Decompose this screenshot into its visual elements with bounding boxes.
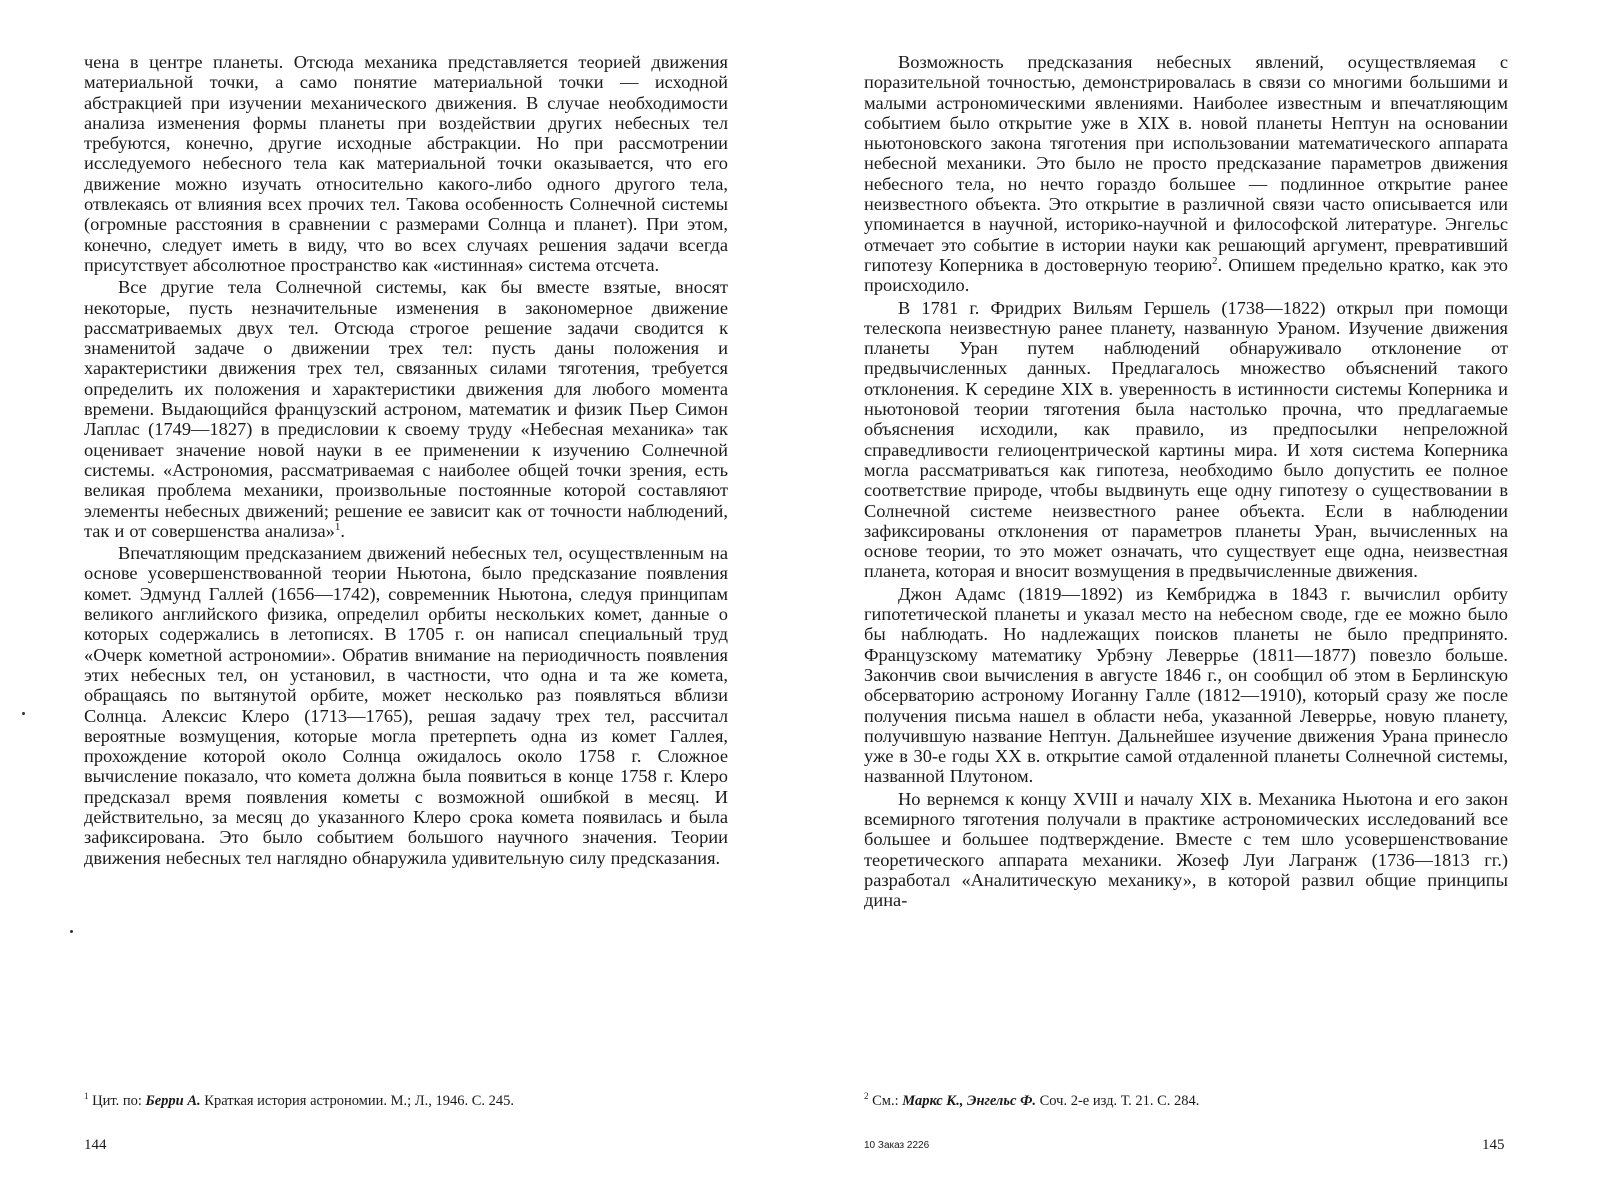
left-text-column — [84, 52, 728, 868]
paragraph-text: Все другие тела Солнечной системы, как бы вместе взятые, вносят некоторые, пусть незначительные изменения в закономерное движение рассматриваемых двух тел. Отсюда строгое решение задачи сводится к знаменитой задаче о движении трех тел: пусть даны положения и характеристики движения трех тел, связанных силами тяготения, требуется определить их положения и характеристики движения для любого момента времени. Выдающийся французский астроном, математик и физик Пьер Симон Лаплас (1749—1827) в предисловии к своему труду «Небесная механика» так оценивает значение новой науки в ее применении к изучению Солнечной системы. «Астрономия, рассматриваемая с наиболее общей точки зрения, есть великая проблема механики, произвольные постоянные которой составляют элементы небесных движений; решение ее зависит как от точности наблюдений, так и от совершенства анализа» — [84, 277, 728, 541]
page-number: 145 — [1482, 1137, 1505, 1153]
paragraph-text: Возможность предсказания небесных явлений, осуществляемая с поразительной точностью, демонстрировалась в связи со многими большими и малыми астрономическими явлениями. Наиболее известным и впечатляющим событием было открытие уже в XIX в. новой планеты Нептун на основании ньютоновского закона тяготения при использовании математического аппарата небесной механики. Это было не просто предсказание параметров движения небесного тела, но нечто гораздо большее — подлинное открытие ранее неизвестного объекта. Это открытие в различной связи часто описывается или упоминается в научной, историко-научной и философской литературе. Энгельс отмечает это событие в истории науки как решающий аргумент, превративший гипотезу Коперника в достоверную теорию — [864, 52, 1508, 275]
printer-signature: 10 Заказ 2226 — [864, 1140, 930, 1151]
footnote-reference: 1 — [334, 520, 341, 533]
paragraph: чена в центре планеты. Отсюда механика представляется теорией движения материальной точки, а само понятие материальной точки — исходной абстракцией при изучении механического движения. В случае необходимости анализа изменения формы планеты при воздействии других небесных тел требуются, конечно, другие исходные абстракции. Но при рассмотрении исследуемого небесного тела как материальной точки оказывается, что его движение можно изучать относительно какого-либо одного другого тела, отвлекаясь от влияния всех прочих тел. Такова особенность Солнечной системы (огромные расстояния в сравнении с размерами Солнца и планет). При этом, конечно, следует иметь в виду, что во всех случаях решения задачи всегда присутствует абсолютное пространство как «истинная» система отсчета. — [84, 52, 728, 275]
footnote — [84, 1087, 728, 1110]
paragraph: Возможность предсказания небесных явлений, осуществляемая с поразительной точностью, демонстрировалась в связи со многими большими и малыми астрономическими явлениями. Наиболее известным и впечатляющим событием было открытие уже в XIX в. новой планеты Нептун на основании ньютоновского закона тяготения при использовании математического аппарата небесной механики. Это было не просто предсказание параметров движения небесного тела, но нечто гораздо большее — подлинное открытие ранее неизвестного объекта. Это открытие в различной связи часто описывается или упоминается в научной, историко-научной и философской литературе. Энгельс отмечает это событие в истории науки как решающий аргумент, превративший гипотезу Коперника в достоверную теорию$^2$. Опишем предельно кратко, как это происходило. — [864, 52, 1509, 296]
paragraph: Но вернемся к концу XVIII и началу XIX в. Механика Ньютона и его закон всемирного тяготения получали в практике астрономических исследований все большее и большее подтверждение. Вместе с тем шло усовершенствование теоретического аппарата механики. Жозеф Луи Лагранж (1736—1813 гг.) разработал «Аналитическую механику», в которой развил общие принципы дина- — [864, 788, 1508, 911]
paragraph: Впечатляющим предсказанием движений небесных тел, осуществленным на основе усовершенствованной теории Ньютона, было предсказание появления комет. Эдмунд Галлей (1656—1742), современник Ньютона, следуя принципам великого английского физика, определил орбиты нескольких комет, данные о которых содержались в летописях. В 1705 г. он написал специальный труд «Очерк кометной астрономии». Обратив внимание на периодичность появления этих небесных тел, он установил, в частности, что одна и та же комета, обращаясь по вытянутой орбите, может несколько раз появляться вблизи Солнца. Алексис Клеро (1713—1765), решая задачу трех тел, рассчитал вероятные возмущения, которые могла претерпеть одна из комет Галлея, прохождение которой около Солнца ожидалось около 1758 г. Сложное вычисление показало, что комета должна была появиться в конце 1758 г. Клеро предсказал время появления кометы с возможной ошибкой в месяц. И действительно, за месяц до указанного Клеро срока комета появилась и была зафиксирована. Это было событием большого научного значения. Теории движения небесных тел наглядно обнаружила удивительную силу предсказания. — [84, 543, 728, 868]
footnote-prefix: См.: — [872, 1092, 899, 1109]
footnote-text: Краткая история астрономии. М.; Л., 1946. С. 245. — [204, 1092, 515, 1109]
right-text-column — [864, 52, 1508, 910]
page-number: 144 — [84, 1137, 107, 1153]
footnote-text: Соч. 2-е изд. Т. 21. С. 284. — [1039, 1092, 1200, 1109]
footnote — [864, 1087, 1508, 1110]
paragraph: Все другие тела Солнечной системы, как бы вместе взятые, вносят некоторые, пусть незначительные изменения в закономерное движение рассматриваемых двух тел. Отсюда строгое решение задачи сводится к знаменитой задаче о движении трех тел: пусть даны положения и характеристики движения трех тел, связанных силами тяготения, требуется определить их положения и характеристики движения для любого момента времени. Выдающийся французский астроном, математик и физик Пьер Симон Лаплас (1749—1827) в предисловии к своему труду «Небесная механика» так оценивает значение новой науки в ее применении к изучению Солнечной системы. «Астрономия, рассматриваемая с наиболее общей точки зрения, есть великая проблема механики, произвольные постоянные которой составляют элементы небесных движений; решение ее зависит как от точности наблюдений, так и от совершенства анализа»$^1$. — [84, 277, 728, 541]
paragraph: В 1781 г. Фридрих Вильям Гершель (1738—1822) открыл при помощи телескопа неизвестную ранее планету, названную Ураном. Изучение движения планеты Уран путем наблюдений обнаруживало отклонение от предвычисленных данных. Предлагалось множество объяснений такого отклонения. К середине XIX в. уверенность в истинности системы Коперника и ньютоновой теории тяготения была настолько прочна, что предлагаемые объяснения исходили, как правило, из предпосылки непреложной справедливости гелиоцентрической картины мира. И хотя система Коперника могла рассматриваться как гипотеза, необходимо было допустить ее полное соответствие природе, чтобы выдвинуть еще одну гипотезу о существовании в Солнечной системе неизвестного ранее объекта. Если в наблюдении зафиксированы отклонения от параметров планеты Уран, вычисленных на основе теории, то это может означать, что существует еще одна, неизвестная планета, которая и вносит возмущения в предвычисленные движения. — [864, 297, 1508, 582]
paragraph-text: Опишем предельно кратко, как это происходило. — [864, 254, 1509, 296]
right-page — [800, 0, 1600, 1180]
footnote-mark: 1 — [84, 1091, 89, 1101]
footnote-reference: 2 — [1211, 254, 1218, 267]
footnote-author: Берри А. — [145, 1092, 201, 1109]
paragraph: Джон Адамс (1819—1892) из Кембриджа в 1843 г. вычислил орбиту гипотетической планеты и указал место на небесном своде, где ее можно было бы наблюдать. Но надлежащих поисков планеты не было предпринято. Французскому математику Урбэну Леверрье (1811—1877) повезло больше. Закончив свои вычисления в августе 1846 г., он сообщил об этом в Берлинскую обсерваторию астроному Иоганну Галле (1812—1910), который сразу же после получения письма нашел в области неба, указанной Леверрье, новую планету, получившую название Нептун. Дальнейшее изучение движения Урана принесло уже в 30-е годы XX в. открытие самой отдаленной планеты Солнечной системы, названной Плутоном. — [864, 583, 1508, 787]
footnote-author: Маркс К., Энгельс Ф. — [902, 1092, 1037, 1109]
scan-speck — [22, 712, 25, 715]
footnote-mark: 2 — [864, 1091, 869, 1101]
scan-speck — [70, 930, 73, 933]
footnote-prefix: Цит. по: — [92, 1092, 142, 1109]
